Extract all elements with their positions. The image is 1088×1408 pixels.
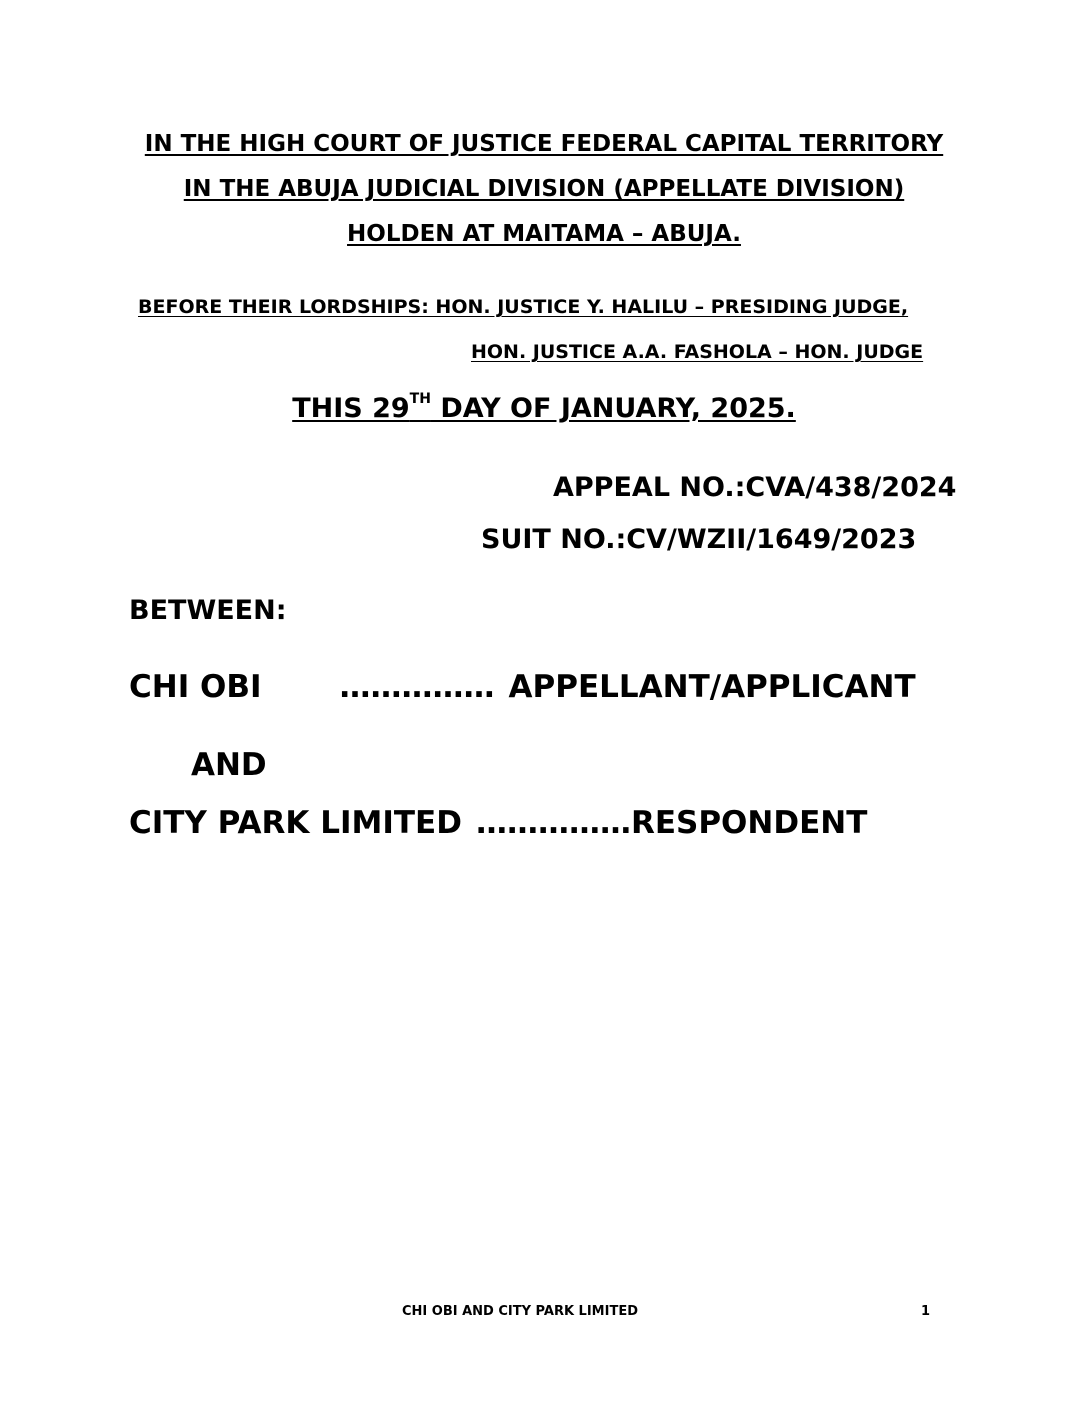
party2-name: CITY PARK LIMITED — [129, 805, 462, 841]
between-label: BETWEEN: — [129, 595, 287, 626]
party1-name: CHI OBI — [129, 669, 262, 705]
party1-dots: …………… — [339, 669, 495, 705]
party1-role: APPELLANT/APPLICANT — [508, 669, 916, 705]
date-ordinal-suffix: TH — [409, 391, 431, 407]
footer-page-number: 1 — [921, 1304, 931, 1319]
court-title: IN THE HIGH COURT OF JUSTICE FEDERAL CAPITAL TERRITORY — [144, 131, 944, 157]
footer-title: CHI OBI AND CITY PARK LIMITED — [402, 1304, 638, 1319]
party2-role: RESPONDENT — [630, 805, 868, 841]
appeal-number: APPEAL NO.:CVA/438/2024 — [553, 472, 957, 503]
bench-second-judge: HON. JUSTICE A.A. FASHOLA – HON. JUDGE — [471, 341, 924, 363]
party-respondent — [129, 805, 868, 841]
and-label: AND — [191, 747, 267, 783]
bench-before: BEFORE THEIR LORDSHIPS: HON. JUSTICE Y. HALILU – PRESIDING JUDGE, — [138, 296, 909, 318]
judgment-date — [0, 391, 1088, 424]
date-rest: DAY OF JANUARY, 2025. — [430, 393, 796, 424]
date-prefix: THIS 29 — [292, 393, 410, 424]
party-appellant — [129, 669, 916, 705]
suit-number: SUIT NO.:CV/WZII/1649/2023 — [481, 524, 917, 555]
party2-dots: …………… — [475, 805, 631, 841]
holden-location: HOLDEN AT MAITAMA – ABUJA. — [347, 221, 741, 247]
division-title: IN THE ABUJA JUDICIAL DIVISION (APPELLATE DIVISION) — [183, 176, 905, 202]
